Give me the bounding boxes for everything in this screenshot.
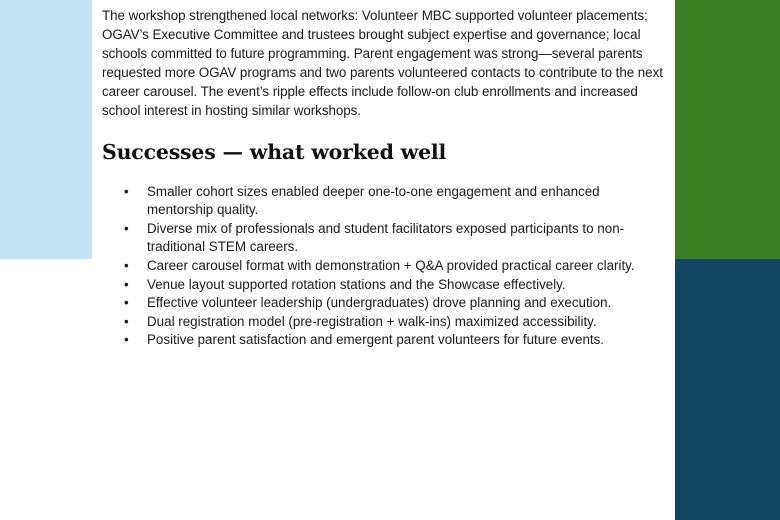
list-item-text: Diverse mix of professionals and student facilitators exposed participants to non-traditional STEM careers. bbox=[147, 220, 625, 255]
list-item bbox=[102, 276, 667, 295]
left-decorative-block bbox=[0, 0, 92, 259]
list-item-text: Smaller cohort sizes enabled deeper one-to-one engagement and enhanced mentorship quality. bbox=[147, 183, 600, 218]
bullet-icon: • bbox=[124, 257, 129, 273]
list-item-text: Effective volunteer leadership (undergraduates) drove planning and execution. bbox=[147, 295, 612, 311]
bullet-icon: • bbox=[124, 220, 129, 236]
list-item bbox=[102, 313, 667, 332]
list-item-text: Career carousel format with demonstration + Q&A provided practical career clarity. bbox=[147, 257, 635, 273]
list-item-text: Venue layout supported rotation stations and the Showcase effectively. bbox=[147, 276, 566, 292]
list-item bbox=[102, 257, 667, 276]
bullet-icon: • bbox=[124, 332, 129, 348]
list-item-text: Positive parent satisfaction and emergent parent volunteers for future events. bbox=[147, 332, 605, 348]
document-content bbox=[102, 6, 672, 350]
bullet-icon: • bbox=[124, 183, 129, 199]
list-item bbox=[102, 294, 667, 313]
list-item bbox=[102, 183, 667, 220]
bullet-icon: • bbox=[124, 295, 129, 311]
successes-list bbox=[102, 183, 672, 350]
bullet-icon: • bbox=[124, 313, 129, 329]
section-heading: Successes — what worked well bbox=[102, 139, 447, 164]
right-green-block bbox=[675, 0, 780, 259]
list-item bbox=[102, 220, 667, 257]
right-navy-block bbox=[675, 259, 780, 520]
list-item-text: Dual registration model (pre-registration + walk-ins) maximized accessibility. bbox=[147, 313, 597, 329]
intro-paragraph: The workshop strengthened local networks: Volunteer MBC supported volunteer placements; OGAV’s Executive Committee and trustees brought subject expertise and governance; local schools committed to future programming. Parent engagement was strong—several parents requested more OGAV programs and two parents volunteered contacts to contribute to the next career carousel. The event’s ripple effects include follow-on club enrollments and increased school interest in hosting similar workshops. bbox=[102, 8, 663, 119]
list-item bbox=[102, 331, 667, 350]
bullet-icon: • bbox=[124, 276, 129, 292]
